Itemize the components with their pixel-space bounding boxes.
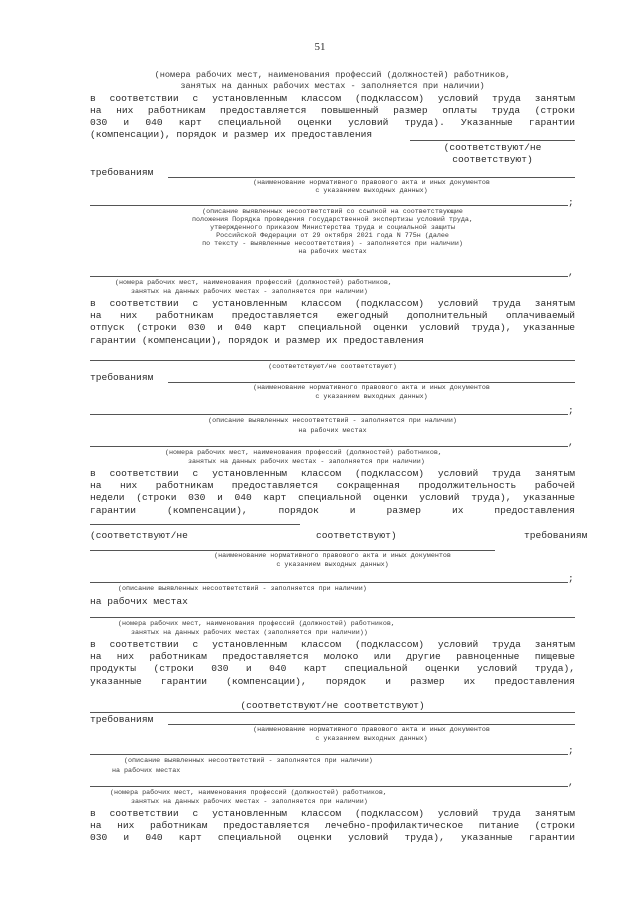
caption-act: (наименование нормативного правового акта и иных документов: [253, 726, 490, 734]
caption-act: с указанием выходных данных): [315, 187, 428, 195]
caption-workplaces: (номера рабочих мест, наименования профессий (должностей) работников,: [165, 449, 442, 457]
requirements-label: требованиям: [90, 372, 154, 383]
caption-comply: соответствуют): [452, 154, 533, 165]
body-line: в соответствии с установленным классом (подклассом) условий труда занятым: [90, 468, 575, 479]
caption-workplaces: (номера рабочих мест, наименования профессий (должностей) работников,: [118, 620, 395, 628]
fill-line: [90, 712, 575, 713]
caption-comply: (соответствуют/не: [443, 142, 542, 153]
comma: ,: [568, 267, 574, 278]
caption-mismatch: утвержденного приказом Министерства труда и социальной защиты: [210, 224, 455, 232]
fill-line: [90, 550, 495, 551]
body-line: 030 и 040 карт специальной оценки условий труда). Указанные гарантии: [90, 117, 575, 128]
caption-workplaces: занятых на данных рабочих местах - заполняется при наличии): [131, 288, 368, 296]
body-line: в соответствии с установленным классом (подклассом) условий труда занятым: [90, 808, 575, 819]
body-line: на них работникам предоставляется ежегодный дополнительный оплачиваемый: [90, 310, 575, 321]
body-line: в соответствии с установленным классом (подклассом) условий труда занятым: [90, 298, 575, 309]
caption-comply: (соответствуют/не соответствуют): [240, 700, 425, 711]
caption-act: с указанием выходных данных): [315, 735, 428, 743]
fill-line: [90, 524, 300, 525]
fill-line: [168, 382, 575, 383]
caption-workplaces: (номера рабочих мест, наименования профессий (должностей) работников,: [110, 789, 387, 797]
body-line: на них работникам предоставляется молоко или другие равноценные пищевые: [90, 651, 575, 662]
caption-workplaces: (номера рабочих мест, наименования профессий (должностей) работников,: [154, 70, 511, 80]
requirements-label: требованиям: [524, 530, 588, 541]
fill-line: [90, 786, 568, 787]
caption-workplaces: занятых на данных рабочих местах - заполняется при наличии): [131, 798, 368, 806]
caption-act: (наименование нормативного правового акта и иных документов: [214, 552, 451, 560]
caption-mismatch: (описание выявленных несоответствий - заполняется при наличии): [124, 757, 373, 765]
caption-mismatch: (описание выявленных несоответствий - заполняется при наличии): [208, 417, 457, 425]
requirements-label: требованиям: [90, 714, 154, 725]
fill-line: [90, 582, 568, 583]
semicolon: ;: [568, 405, 574, 416]
body-line: указанные гарантии (компенсации), порядок и размер их предоставления: [90, 676, 575, 687]
caption-mismatch: на рабочих местах: [298, 248, 367, 256]
caption-comply: (соответствуют/не соответствуют): [268, 363, 397, 371]
fill-line: [90, 617, 575, 618]
caption-act: (наименование нормативного правового акта и иных документов: [253, 179, 490, 187]
fill-line: [90, 446, 568, 447]
body-line: гарантии (компенсации), порядок и размер их предоставления: [90, 335, 424, 346]
caption-mismatch: на рабочих местах: [298, 427, 367, 435]
body-line: на них работникам предоставляется сокращенная продолжительность рабочей: [90, 480, 575, 491]
fill-line: [90, 360, 575, 361]
caption-mismatch: (описание выявленных несоответствий со ссылкой на соответствующие: [202, 208, 463, 216]
fill-line: [90, 205, 568, 206]
fill-line: [410, 140, 575, 141]
fill-line: [168, 724, 575, 725]
caption-mismatch: (описание выявленных несоответствий - заполняется при наличии): [118, 585, 367, 593]
caption-comply: (соответствуют/не: [90, 530, 188, 541]
requirements-label: требованиям: [90, 167, 154, 178]
fill-line: [90, 414, 568, 415]
caption-workplaces: занятых на данных рабочих местах (заполняется при наличии)): [131, 629, 368, 637]
caption-mismatch: на рабочих местах: [112, 767, 181, 775]
body-line: на них работникам предоставляется лечебно-профилактическое питание (строки: [90, 820, 575, 831]
caption-act: с указанием выходных данных): [276, 561, 389, 569]
body-line: на них работникам предоставляется повышенный размер оплаты труда (строки: [90, 105, 575, 116]
fill-line: [168, 177, 575, 178]
semicolon: ;: [568, 745, 574, 756]
caption-mismatch: Российской Федерации от 29 октября 2021 года N 775н (далее: [216, 232, 449, 240]
body-line: (компенсации), порядок и размер их предоставления: [90, 129, 373, 140]
body-line: продукты (строки 030 и 040 карт специальной оценки условий труда),: [90, 663, 575, 674]
page-number: 51: [314, 41, 326, 53]
body-line: недели (строки 030 и 040 карт специальной оценки условий труда), указанные: [90, 492, 575, 503]
caption-mismatch: положения Порядка проведения государственной экспертизы условий труда,: [192, 216, 473, 224]
caption-workplaces: занятых на данных рабочих местах - заполняется при наличии): [188, 458, 425, 466]
fill-line: [90, 276, 568, 277]
caption-mismatch: по тексту - выявленные несоответствия) - заполняется при наличии): [202, 240, 463, 248]
caption-workplaces: (номера рабочих мест, наименования профессий (должностей) работников,: [115, 279, 392, 287]
caption-comply: соответствуют): [316, 530, 397, 541]
body-line: отпуск (строки 030 и 040 карт специальной оценки условий труда), указанные: [90, 322, 575, 333]
semicolon: ;: [568, 573, 574, 584]
body-line: 030 и 040 карт специальной оценки условий труда), указанные гарантии: [90, 832, 575, 843]
comma: ,: [568, 777, 574, 788]
comma: ,: [568, 437, 574, 448]
body-line: в соответствии с установленным классом (подклассом) условий труда занятым: [90, 639, 575, 650]
caption-workplaces: занятых на данных рабочих местах - заполняется при наличии): [180, 81, 485, 91]
fill-line: [90, 754, 568, 755]
body-line: на рабочих местах: [90, 596, 188, 607]
body-line: гарантии (компенсации), порядок и размер их предоставления: [90, 505, 575, 516]
caption-act: с указанием выходных данных): [315, 393, 428, 401]
semicolon: ;: [568, 197, 574, 208]
caption-act: (наименование нормативного правового акта и иных документов: [253, 384, 490, 392]
body-line: в соответствии с установленным классом (подклассом) условий труда занятым: [90, 93, 575, 104]
